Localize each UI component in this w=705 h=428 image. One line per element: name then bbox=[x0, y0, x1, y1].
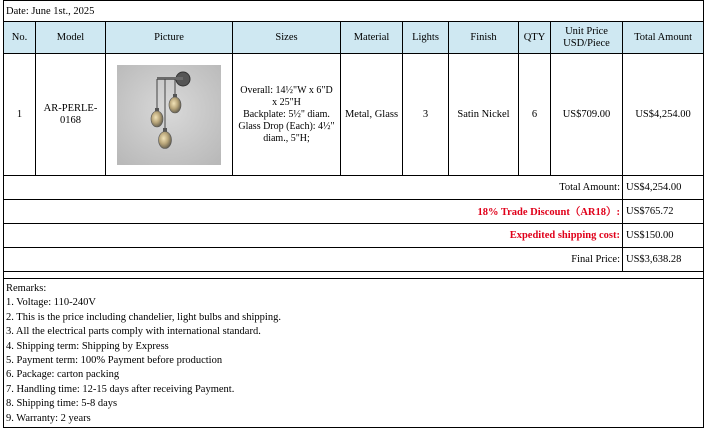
remark-item: 9. Warranty: 2 years bbox=[6, 412, 91, 424]
item-material: Metal, Glass bbox=[341, 54, 403, 176]
header-lights: Lights bbox=[403, 22, 449, 54]
shipping-label: Expedited shipping cost: bbox=[4, 224, 623, 248]
table-row bbox=[4, 54, 704, 176]
quotation-table bbox=[3, 0, 704, 428]
item-sizes-line5: diam., 5"H; bbox=[263, 132, 310, 144]
header-sizes: Sizes bbox=[233, 22, 341, 54]
item-model bbox=[36, 54, 106, 176]
header-picture: Picture bbox=[106, 22, 233, 54]
remark-item: 8. Shipping time: 5-8 days bbox=[6, 398, 118, 410]
total-amount-value: US$4,254.00 bbox=[623, 176, 704, 200]
date-line: Date: June 1st., 2025 bbox=[4, 1, 704, 22]
header-total-amount: Total Amount bbox=[623, 22, 704, 54]
discount-row bbox=[4, 200, 704, 224]
header-finish: Finish bbox=[449, 22, 519, 54]
item-sizes-line2: x 25"H bbox=[272, 96, 301, 108]
header-qty: QTY bbox=[519, 22, 551, 54]
header-no: No. bbox=[4, 22, 36, 54]
discount-label: 18% Trade Discount（AR18）: bbox=[4, 200, 623, 224]
wall-sconce-product-photo bbox=[117, 65, 221, 165]
spacer-cell bbox=[4, 272, 704, 279]
quotation-sheet bbox=[3, 0, 703, 428]
spacer-row bbox=[4, 272, 704, 279]
item-sizes bbox=[233, 54, 341, 176]
item-sizes-line1: Overall: 14½"W x 6"D bbox=[240, 84, 333, 96]
item-unit-price: US$709.00 bbox=[551, 54, 623, 176]
final-price-label: Final Price: bbox=[4, 248, 623, 272]
shipping-value: US$150.00 bbox=[623, 224, 704, 248]
item-sizes-line3: Backplate: 5½" diam. bbox=[243, 108, 330, 120]
item-picture-cell bbox=[106, 54, 233, 176]
item-sizes-line4: Glass Drop (Each): 4½" bbox=[238, 120, 335, 132]
item-model-line1: AR-PERLE- bbox=[43, 102, 98, 114]
final-price-row bbox=[4, 248, 704, 272]
item-no: 1 bbox=[4, 54, 36, 176]
total-amount-row bbox=[4, 176, 704, 200]
shipping-row bbox=[4, 224, 704, 248]
remarks-row bbox=[4, 279, 704, 428]
item-qty: 6 bbox=[519, 54, 551, 176]
final-price-value: US$3,638.28 bbox=[623, 248, 704, 272]
remark-item: 3. All the electrical parts comply with international standard. bbox=[6, 326, 261, 338]
item-finish: Satin Nickel bbox=[449, 54, 519, 176]
remark-item: 4. Shipping term: Shipping by Express bbox=[6, 340, 169, 352]
remark-item: 5. Payment term: 100% Payment before production bbox=[6, 355, 223, 367]
remark-item: 7. Handling time: 12-15 days after receiving Payment. bbox=[6, 383, 235, 395]
item-total-amount: US$4,254.00 bbox=[623, 54, 704, 176]
item-lights: 3 bbox=[403, 54, 449, 176]
item-model-line2: 0168 bbox=[60, 114, 81, 126]
remark-item: 6. Package: carton packing bbox=[6, 369, 120, 381]
header-unit-price-line1: Unit Price bbox=[565, 25, 608, 37]
discount-value: US$765.72 bbox=[623, 200, 704, 224]
header-unit-price-line2: USD/Piece bbox=[563, 37, 610, 49]
remarks-title: Remarks: bbox=[6, 283, 47, 294]
remarks-block bbox=[4, 279, 704, 428]
table-header-row bbox=[4, 22, 704, 54]
remark-item: 2. This is the price including chandelier, light bulbs and shipping. bbox=[6, 311, 281, 323]
total-amount-label: Total Amount: bbox=[4, 176, 623, 200]
header-unit-price bbox=[551, 22, 623, 54]
remark-item: 1. Voltage: 110-240V bbox=[6, 297, 96, 309]
header-model: Model bbox=[36, 22, 106, 54]
header-material: Material bbox=[341, 22, 403, 54]
